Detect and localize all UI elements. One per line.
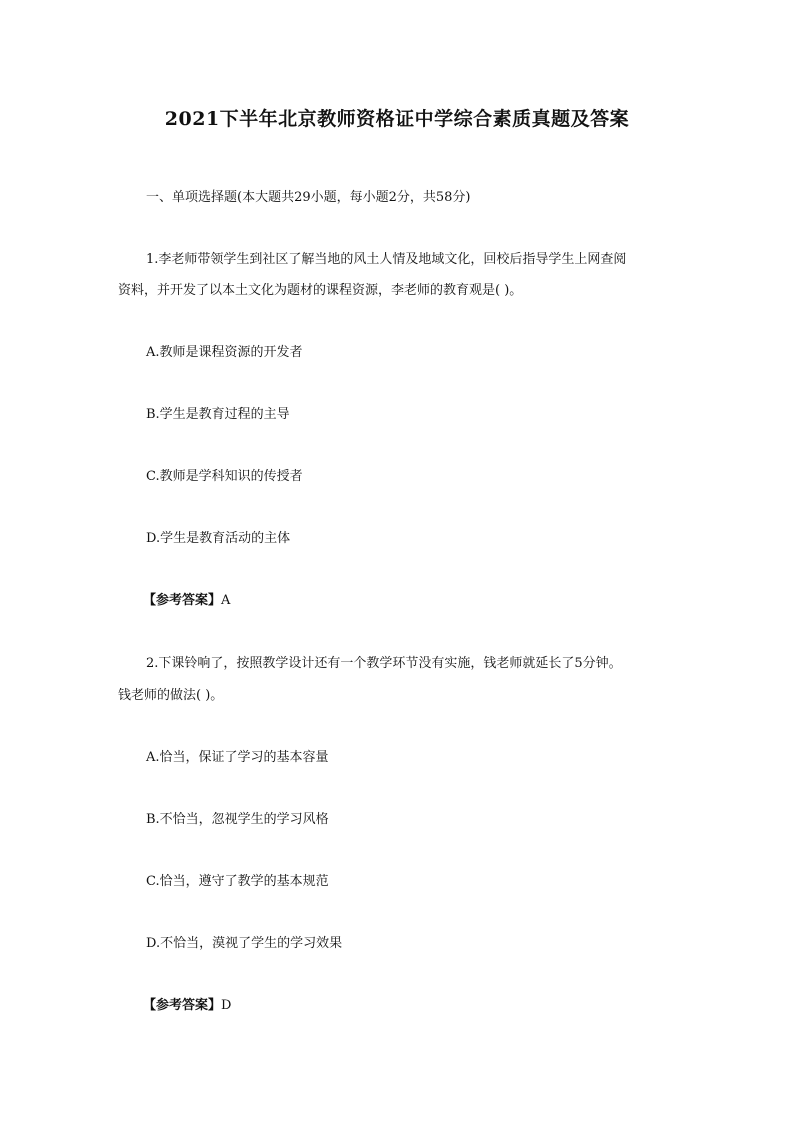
question-1-stem-line-1: 1.李老师带领学生到社区了解当地的风土人情及地域文化，回校后指导学生上网查阅: [146, 252, 627, 267]
answer-value: A: [221, 593, 231, 608]
answer-label: 【参考答案】: [143, 998, 222, 1013]
question-2-answer: [143, 996, 231, 1016]
question-2-stem-line-1: 2.下课铃响了，按照教学设计还有一个教学环节没有实施，钱老师就延长了5分钟。: [146, 656, 622, 671]
question-1-option-c: C.教师是学科知识的传授者: [146, 469, 303, 484]
question-1-option-a: A.教师是课程资源的开发者: [146, 345, 303, 360]
question-2-option-b: B.不恰当，忽视学生的学习风格: [146, 812, 329, 827]
question-2-stem-line-2: 钱老师的做法( )。: [118, 688, 224, 703]
question-1-answer: [143, 591, 230, 611]
answer-label: 【参考答案】: [143, 593, 222, 608]
question-1-stem-line-2: 资料，并开发了以本土文化为题材的课程资源，李老师的教育观是( )。: [118, 283, 523, 298]
section-heading: 一、单项选择题(本大题共29小题，每小题2分，共58分): [146, 190, 471, 205]
question-2-option-d: D.不恰当，漠视了学生的学习效果: [146, 936, 343, 951]
question-1-option-d: D.学生是教育活动的主体: [146, 531, 291, 546]
answer-value: D: [221, 998, 232, 1013]
question-2-option-c: C.恰当，遵守了教学的基本规范: [146, 874, 329, 889]
document-title: 2021下半年北京教师资格证中学综合素质真题及答案: [164, 108, 630, 130]
question-2-option-a: A.恰当，保证了学习的基本容量: [146, 750, 329, 765]
question-1-option-b: B.学生是教育过程的主导: [146, 407, 290, 422]
